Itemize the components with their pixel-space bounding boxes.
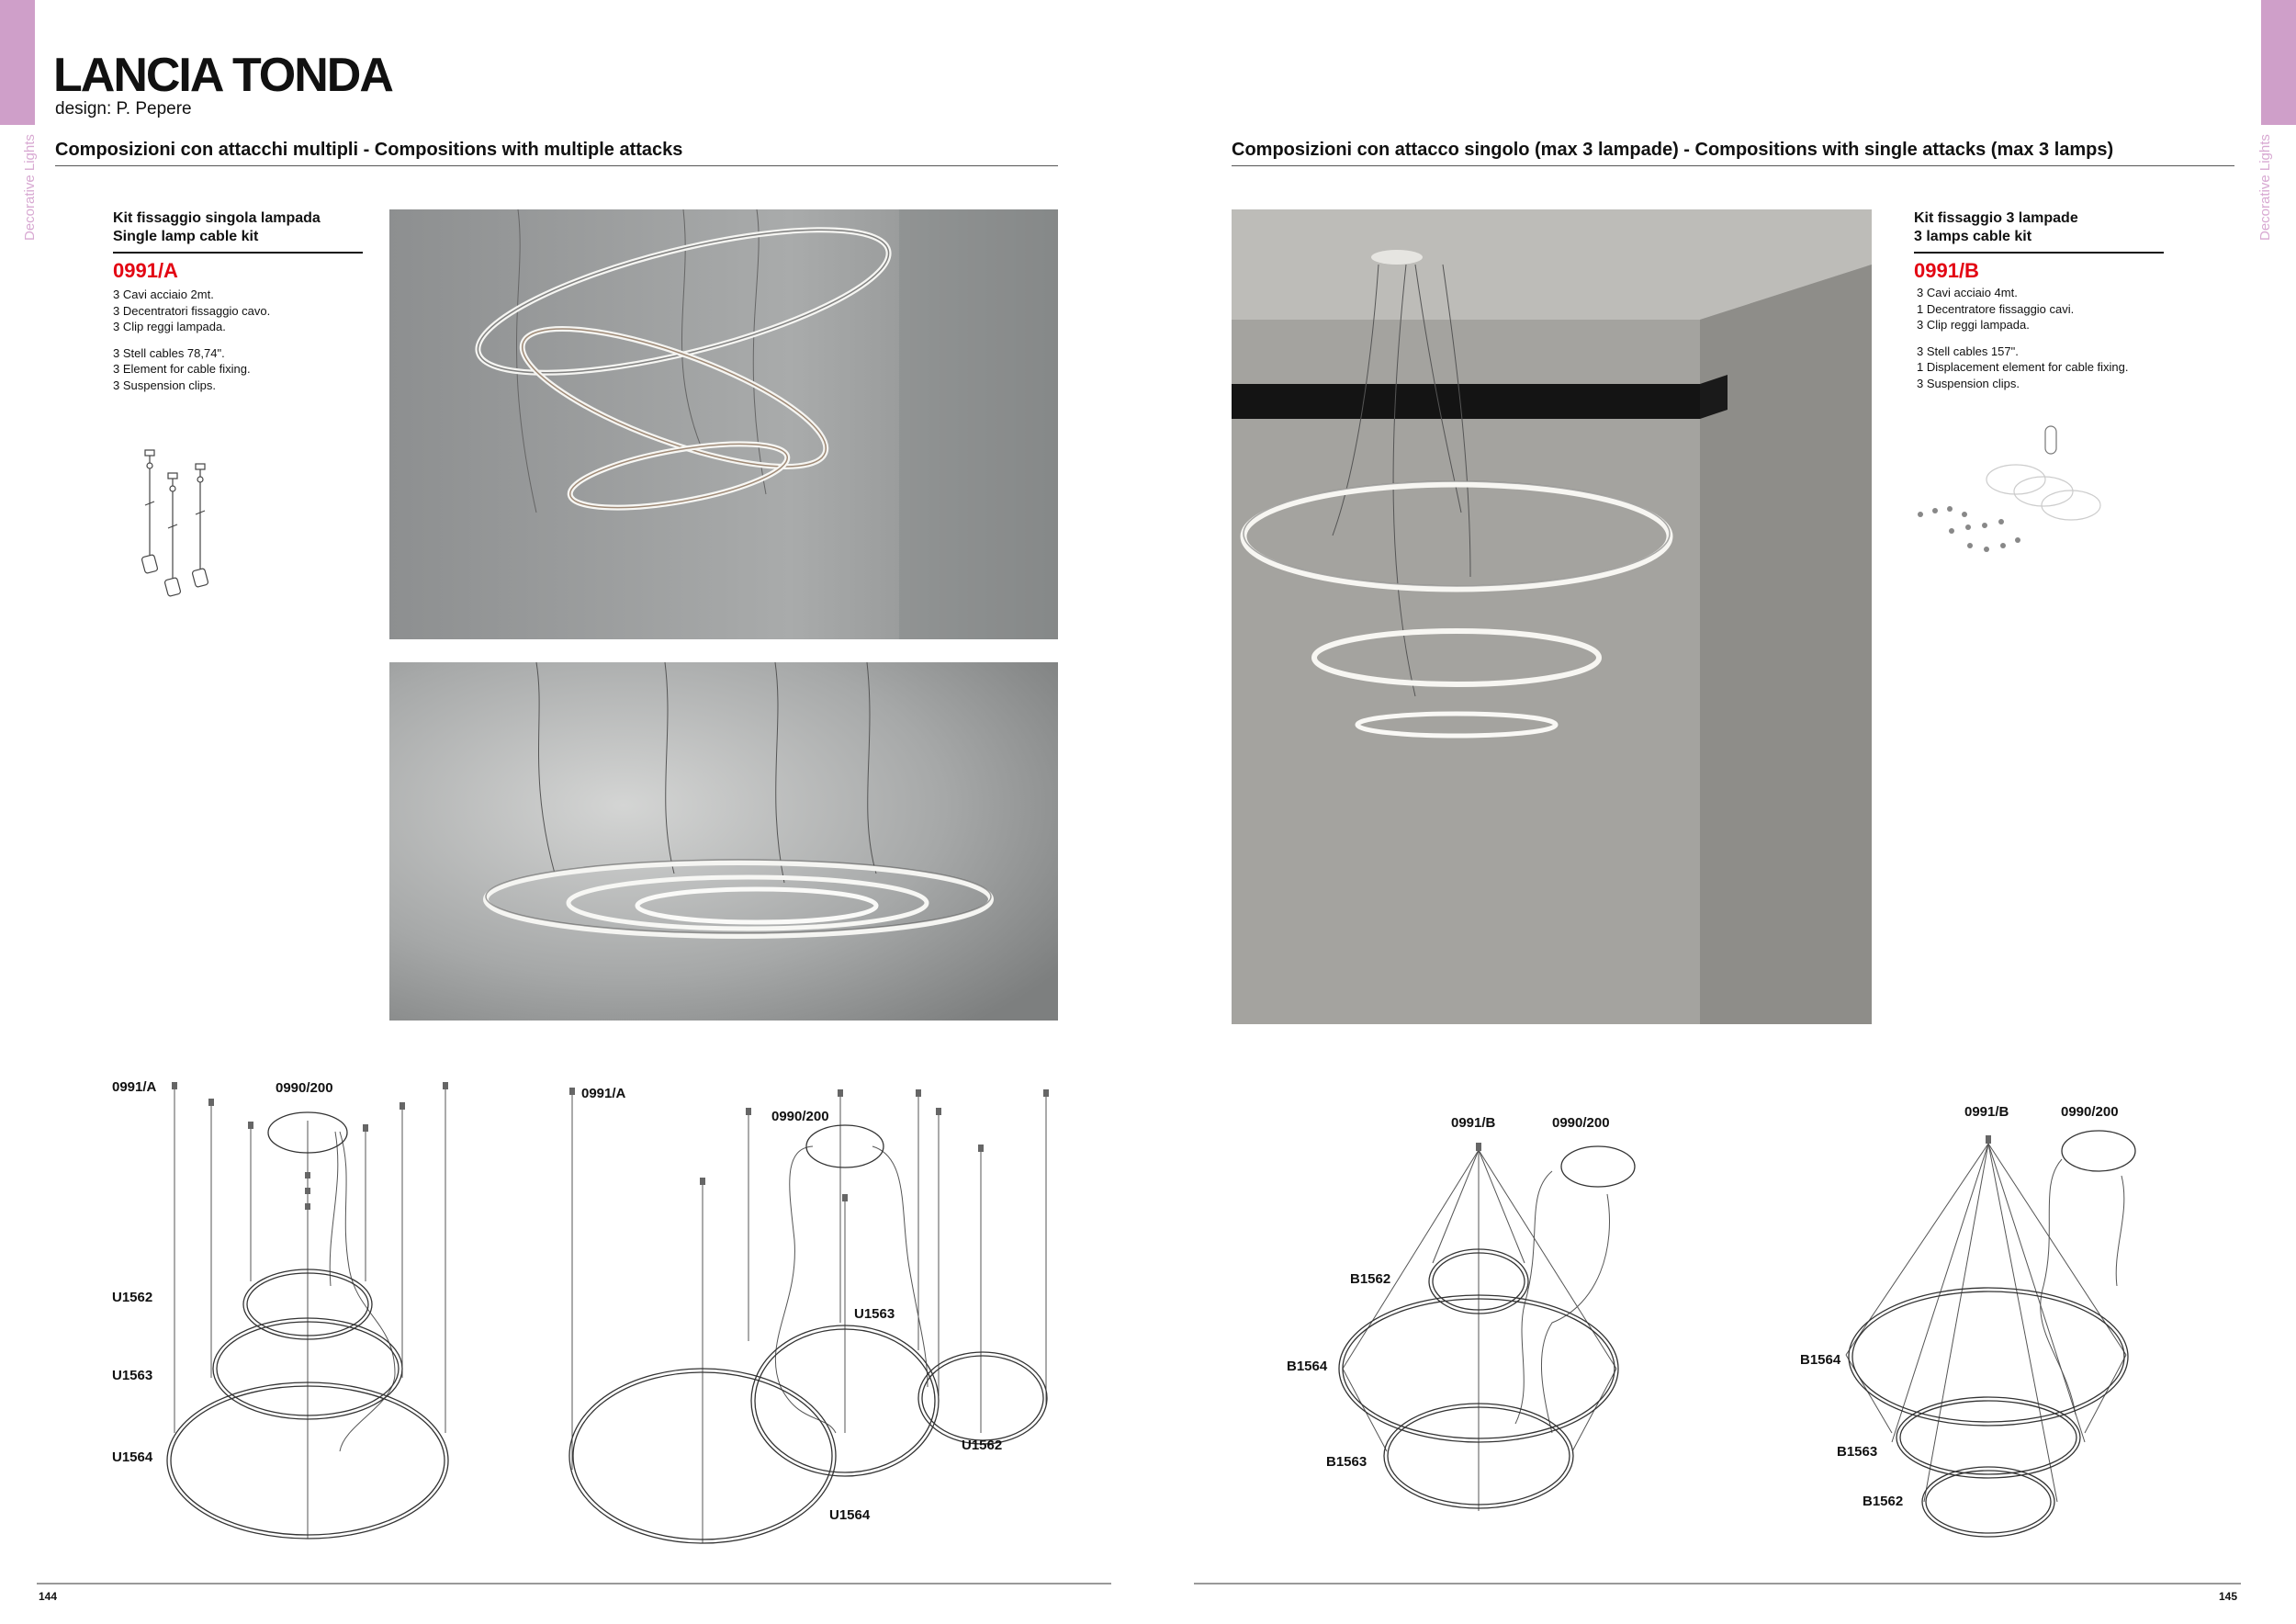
left-kit-panel <box>113 209 363 393</box>
diagram3-ring-label: B1562 <box>1350 1271 1391 1287</box>
right-kit-line: 3 Cavi acciaio 4mt. <box>1917 286 2018 299</box>
diagram3-kit-label: 0991/B <box>1451 1115 1496 1131</box>
right-kit-line: 3 Stell cables 157". <box>1917 344 2019 358</box>
composition-diagram-3 <box>1286 1070 1653 1548</box>
diagram3-ring-label: B1564 <box>1287 1359 1328 1374</box>
diagram4-ring-label: B1564 <box>1800 1352 1841 1368</box>
diagram2-canopy-label: 0990/200 <box>771 1109 829 1124</box>
right-kit-line: 1 Decentratore fissaggio cavi. <box>1917 301 2075 316</box>
left-kit-title-it: Kit fissaggio singola lampada <box>113 210 321 226</box>
section-tab-right <box>2261 0 2296 125</box>
product-photo-concentric <box>389 662 1058 1021</box>
diagram1-ring-label: U1562 <box>112 1290 153 1305</box>
composition-diagram-2 <box>551 1070 1065 1548</box>
diagram2-kit-label: 0991/A <box>581 1086 626 1101</box>
diagram2-ring-label: U1564 <box>829 1507 871 1523</box>
diagram1-ring-label: U1563 <box>112 1368 153 1383</box>
diagram2-ring-label: U1562 <box>962 1438 1003 1453</box>
page-number-right: 145 <box>2219 1590 2238 1603</box>
designer-credit: design: P. Pepere <box>55 99 192 118</box>
right-kit-code: 0991/B <box>1914 259 1979 282</box>
section-tab-left <box>0 0 35 125</box>
composition-diagram-1 <box>92 1070 478 1548</box>
right-section-title: Composizioni con attacco singolo (max 3 lampade) - Compositions with single attacks (max 3 lamps) <box>1232 140 2114 160</box>
left-section-title: Composizioni con attacchi multipli - Compositions with multiple attacks <box>55 140 683 160</box>
right-kit-line: 1 Displacement element for cable fixing. <box>1917 360 2129 374</box>
left-kit-line: 3 Clip reggi lampada. <box>113 320 226 333</box>
diagram1-canopy-label: 0990/200 <box>276 1080 333 1096</box>
right-kit-panel <box>1914 209 2164 391</box>
side-label-right: Decorative Lights <box>2257 134 2273 241</box>
left-kit-line: 3 Decentratori fissaggio cavo. <box>113 303 271 318</box>
right-kit-line: 3 Clip reggi lampada. <box>1917 318 2030 332</box>
right-kit-illustration <box>1915 423 2099 560</box>
footer-rule-right <box>1194 1583 2241 1585</box>
footer-rule-left <box>37 1583 1111 1585</box>
side-label-left: Decorative Lights <box>22 134 38 241</box>
diagram1-ring-label: U1564 <box>112 1449 153 1465</box>
right-section-rule <box>1232 165 2234 166</box>
right-kit-line: 3 Suspension clips. <box>1917 376 2020 390</box>
product-photo-spiral <box>389 209 1058 639</box>
left-kit-title-en: Single lamp cable kit <box>113 229 259 244</box>
page-number-left: 144 <box>39 1590 58 1603</box>
left-kit-illustration <box>129 441 230 615</box>
diagram4-ring-label: B1562 <box>1863 1494 1904 1509</box>
left-kit-rule <box>113 252 363 254</box>
left-kit-line: 3 Cavi acciaio 2mt. <box>113 288 214 301</box>
left-kit-line: 3 Stell cables 78,74". <box>113 345 225 360</box>
diagram3-ring-label: B1563 <box>1326 1454 1367 1470</box>
diagram4-ring-label: B1563 <box>1837 1444 1878 1460</box>
diagram2-ring-label: U1563 <box>854 1306 895 1322</box>
right-kit-title-en: 3 lamps cable kit <box>1914 229 2032 244</box>
left-kit-line: 3 Suspension clips. <box>113 378 217 392</box>
diagram3-canopy-label: 0990/200 <box>1552 1115 1610 1131</box>
product-photo-stacked <box>1232 209 1872 1024</box>
right-kit-rule <box>1914 252 2164 254</box>
left-section-rule <box>55 165 1058 166</box>
right-kit-title-it: Kit fissaggio 3 lampade <box>1914 210 2078 226</box>
product-title: LANCIA TONDA <box>53 49 392 102</box>
diagram1-kit-label: 0991/A <box>112 1079 157 1095</box>
diagram4-canopy-label: 0990/200 <box>2061 1104 2119 1120</box>
composition-diagram-4 <box>1800 1070 2167 1548</box>
left-kit-line: 3 Element for cable fixing. <box>113 362 251 376</box>
left-kit-code: 0991/A <box>113 259 178 282</box>
diagram4-kit-label: 0991/B <box>1964 1104 2009 1120</box>
